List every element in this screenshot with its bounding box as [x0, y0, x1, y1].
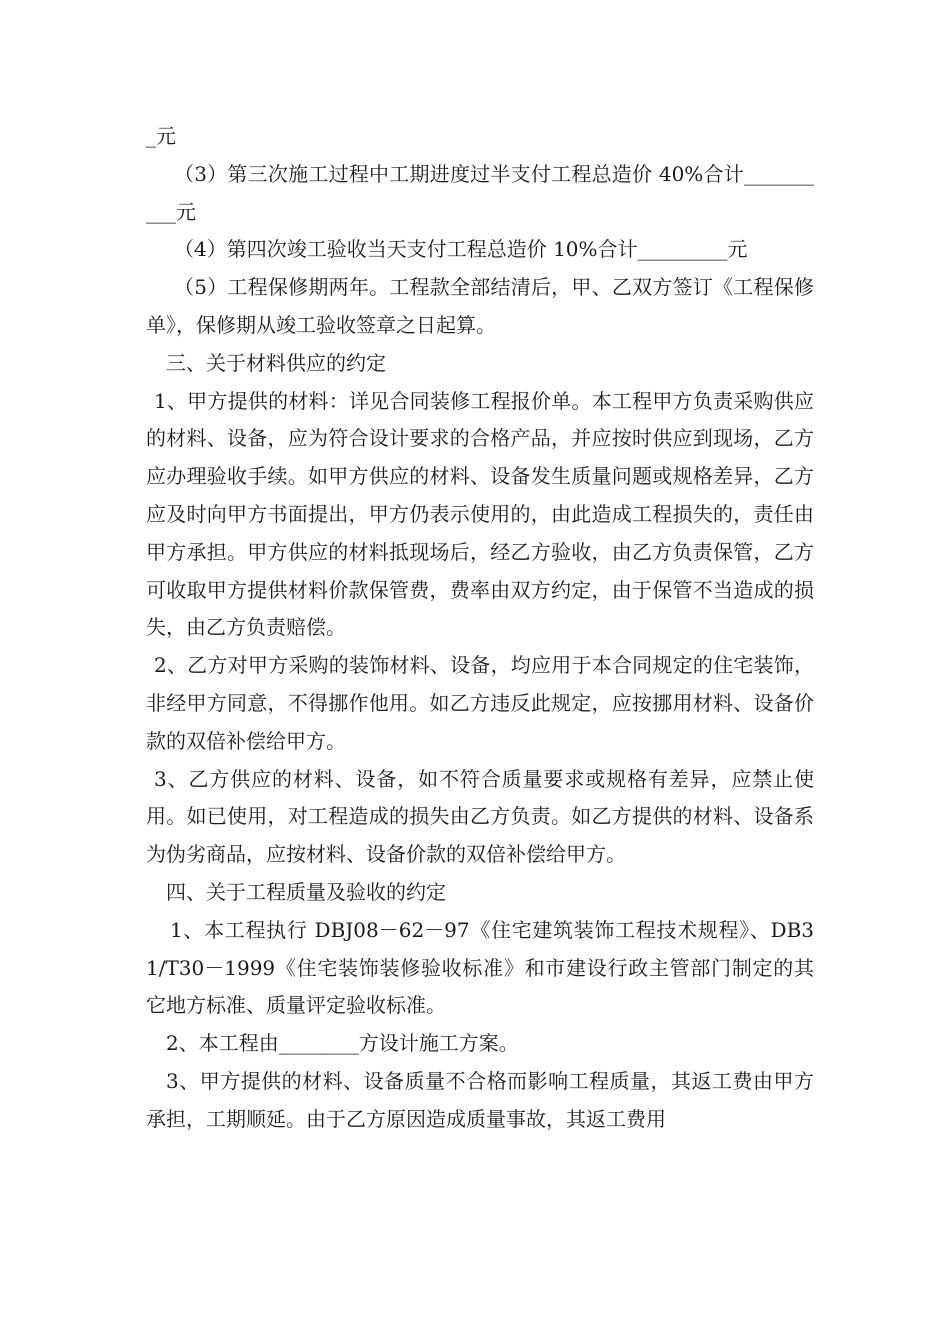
paragraph-quality-2: 2、本工程由________方设计施工方案。 — [166, 1031, 519, 1056]
paragraph-payment-4: （4）第四次竣工验收当天支付工程总造价 10%合计_________元 — [174, 237, 748, 262]
paragraph-materials-1: 1、甲方提供的材料：详见合同装修工程报价单。本工程甲方负责采购供应的材料、设备，应为符合设计要求的合格产品，并应按时供应到现场，乙方应办理验收手续。如甲方供应的材料、设备发生质量问题或规格差异，乙方应及时向甲方书面提出，甲方仍表示使用的，由此造成工程损失的，责任由甲方承担。甲方供应的材料抵现场后，经乙方验收，由乙方负责保管，乙方可收取甲方提供材料价款保管费，费率由双方约定，由于保管不当造成的损失，由乙方负责赔偿。 — [146, 388, 814, 640]
paragraph-materials-2: 2、乙方对甲方采购的装饰材料、设备，均应用于本合同规定的住宅装饰，非经甲方同意，不得挪作他用。如乙方违反此规定，应按挪用材料、设备价款的双倍补偿给甲方。 — [146, 653, 814, 753]
section-heading-quality: 四、关于工程质量及验收的约定 — [166, 879, 446, 904]
paragraph-continuation: _元 — [146, 124, 176, 148]
paragraph-quality-1: 1、本工程执行 DBJ08－62－97《住宅建筑装饰工程技术规程》、DB31/T30－1999《住宅装饰装修验收标准》和市建设行政主管部门制定的其它地方标准、质量评定验收标准。 — [146, 917, 814, 1018]
section-heading-materials: 三、关于材料供应的约定 — [166, 350, 386, 375]
paragraph-payment-3: （3）第三次施工过程中工期进度过半支付工程总造价 40%合计__________元 — [146, 161, 814, 224]
document-body — [146, 118, 814, 1139]
paragraph-quality-3: 3、甲方提供的材料、设备质量不合格而影响工程质量，其返工费由甲方承担，工期顺延。由于乙方原因造成质量事故，其返工费用 — [146, 1068, 814, 1131]
paragraph-warranty: （5）工程保修期两年。工程款全部结清后，甲、乙双方签订《工程保修单》，保修期从竣工验收签章之日起算。 — [146, 275, 814, 337]
paragraph-materials-3: 3、乙方供应的材料、设备，如不符合质量要求或规格有差异，应禁止使用。如已使用，对工程造成的损失由乙方负责。如乙方提供的材料、设备系为伪劣商品，应按材料、设备价款的双倍补偿给甲方。 — [146, 766, 814, 867]
